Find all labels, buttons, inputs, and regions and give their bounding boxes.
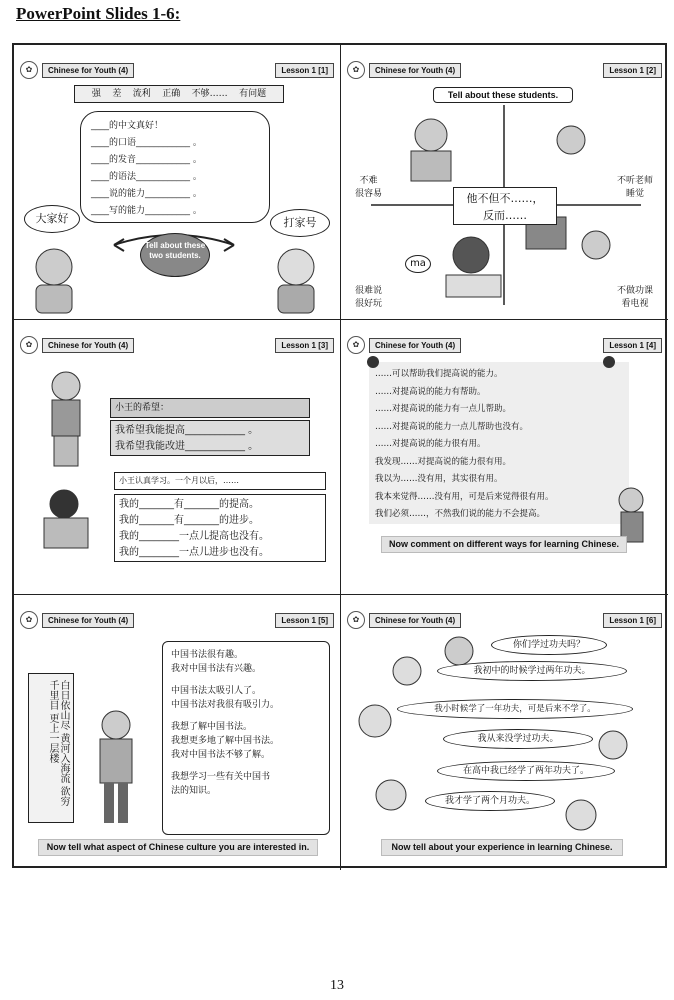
logo-icon: ✿ bbox=[347, 611, 365, 629]
note-line: ……对提高说的能力有帮助。 bbox=[375, 386, 486, 397]
scroll-line: 我对中国书法有兴趣。 bbox=[171, 664, 262, 674]
speech-bubble: 我从来没学过功夫。 bbox=[443, 729, 593, 749]
label-bottom-right: 不做功课 看电视 bbox=[617, 286, 654, 309]
course-label: Chinese for Youth (4) bbox=[42, 338, 134, 353]
scroll-line: 法的知识。 bbox=[171, 786, 217, 796]
hope-line: 我希望我能改进____________ 。 bbox=[115, 441, 259, 452]
speech-bubble: 我初中的时候学过两年功夫。 bbox=[437, 661, 627, 681]
page-number: 13 bbox=[330, 978, 344, 993]
note-line: ……对提高说的能力有一点儿帮助。 bbox=[375, 404, 512, 414]
scroll-text bbox=[162, 641, 330, 835]
lesson-label: Lesson 1 [1] bbox=[275, 63, 334, 78]
sentence-line: ____的口语____________ 。 bbox=[91, 138, 202, 148]
lesson-label: Lesson 1 [5] bbox=[275, 613, 334, 628]
month-title: 小王认真学习。一个月以后，…… bbox=[114, 472, 326, 490]
student-illustration bbox=[76, 705, 156, 835]
scroll-line: 中国书法太吸引人了。 bbox=[171, 686, 262, 696]
course-label: Chinese for Youth (4) bbox=[369, 63, 461, 78]
scroll-line: 中国书法对我很有吸引力。 bbox=[171, 700, 280, 710]
note-line: ……对提高说的能力很有用。 bbox=[375, 439, 486, 449]
speech-bubble: 我才学了两个月功夫。 bbox=[425, 791, 555, 811]
hope-title: 小王的希望： bbox=[110, 398, 310, 418]
slide-4 bbox=[341, 320, 668, 595]
course-label: Chinese for Youth (4) bbox=[369, 613, 461, 628]
scroll-line: 我想更多地了解中国书法。 bbox=[171, 736, 280, 746]
month-box bbox=[114, 494, 326, 562]
note-line: 我本来觉得……没有用，可是后来觉得很有用。 bbox=[375, 491, 554, 502]
scroll-line: 我对中国书法不够了解。 bbox=[171, 750, 271, 760]
pattern-line-1: 他不但不……， bbox=[466, 192, 544, 205]
left-speech-bubble: 大家好 bbox=[24, 205, 80, 233]
slide-3 bbox=[14, 320, 341, 595]
slide-1 bbox=[14, 45, 341, 320]
slide-6 bbox=[341, 595, 668, 870]
lesson-label: Lesson 1 [4] bbox=[603, 338, 662, 353]
center-pattern-box bbox=[453, 187, 557, 225]
course-label: Chinese for Youth (4) bbox=[369, 338, 461, 353]
slide-5 bbox=[14, 595, 341, 870]
bottom-prompt: Now tell about your experience in learning Chinese. bbox=[381, 839, 623, 856]
slide-2 bbox=[341, 45, 668, 320]
note-line: 我发现……对提高说的能力很有用。 bbox=[375, 456, 512, 467]
course-label: Chinese for Youth (4) bbox=[42, 613, 134, 628]
scroll-line bbox=[171, 712, 321, 720]
sentence-line: ____的发音____________ 。 bbox=[91, 155, 202, 165]
sentence-line: ____写的能力__________ 。 bbox=[91, 206, 202, 216]
scroll-line bbox=[171, 762, 321, 770]
center-prompt: Tell about these two students. bbox=[140, 233, 210, 277]
note-line: ……对提高说的能力一点儿帮助也没有。 bbox=[375, 421, 529, 432]
lesson-label: Lesson 1 [6] bbox=[603, 613, 662, 628]
page-title: PowerPoint Slides 1-6: bbox=[16, 4, 181, 23]
lesson-label: Lesson 1 [3] bbox=[275, 338, 334, 353]
label-top-left: 不难 很容易 bbox=[355, 176, 383, 199]
vocab-bar: 强 差 流利 正确 不够…… 有问题 bbox=[74, 85, 284, 103]
note-line: 我们必须……，不然我们说的能力不会提高。 bbox=[375, 509, 546, 519]
right-speech-bubble: 打家号 bbox=[270, 209, 330, 237]
hope-line: 我希望我能提高____________ 。 bbox=[115, 425, 259, 436]
sentence-line: ____说的能力__________ 。 bbox=[91, 189, 202, 199]
sentence-line: ____的中文真好！ bbox=[91, 121, 164, 131]
calligraphy-scroll: 白日依山尽 黄河入海流 欲穷千里目 更上一层楼 bbox=[28, 673, 74, 823]
scroll-line bbox=[171, 676, 321, 684]
logo-icon: ✿ bbox=[347, 336, 365, 354]
scroll-line: 中国书法很有趣。 bbox=[171, 650, 244, 660]
month-line: 我的________一点儿进步也没有。 bbox=[119, 547, 269, 558]
scroll-line: 我想学习一些有关中国书 bbox=[171, 772, 271, 782]
logo-icon: ✿ bbox=[20, 336, 38, 354]
bottom-prompt: Now tell what aspect of Chinese culture you are interested in. bbox=[38, 839, 318, 856]
pattern-line-2: 反而…… bbox=[483, 209, 527, 222]
scroll-line: 我想了解中国书法。 bbox=[171, 722, 253, 732]
speech-bubble: 你们学过功夫吗？ bbox=[491, 635, 607, 655]
course-label: Chinese for Youth (4) bbox=[42, 63, 134, 78]
label-top-right: 不听老师 睡觉 bbox=[617, 176, 654, 199]
hope-box bbox=[110, 420, 310, 456]
logo-icon: ✿ bbox=[20, 61, 38, 79]
sentence-box bbox=[80, 111, 270, 223]
label-bottom-left: 很难说 很好玩 bbox=[355, 286, 383, 309]
month-line: 我的_______有_______的进步。 bbox=[119, 515, 259, 526]
logo-icon: ✿ bbox=[20, 611, 38, 629]
note-line: 我以为……没有用，其实很有用。 bbox=[375, 474, 503, 484]
sentence-line: ____的语法____________ 。 bbox=[91, 172, 202, 182]
month-line: 我的________一点儿提高也没有。 bbox=[119, 531, 269, 542]
student-illustration bbox=[34, 364, 104, 574]
logo-icon: ✿ bbox=[347, 61, 365, 79]
month-line: 我的_______有_______的提高。 bbox=[119, 499, 259, 510]
title-bar: Tell about these students. bbox=[433, 87, 573, 103]
speech-bubble: 我小时候学了一年功夫，可是后来不学了。 bbox=[397, 699, 633, 719]
slides-grid bbox=[12, 43, 667, 868]
speech-bubble: 在高中我已经学了两年功夫了。 bbox=[437, 761, 615, 781]
bottom-prompt: Now comment on different ways for learning Chinese. bbox=[381, 536, 627, 553]
ma-speech-bubble: ma bbox=[405, 255, 431, 273]
note-line: ……可以帮助我们提高说的能力。 bbox=[375, 369, 503, 379]
lesson-label: Lesson 1 [2] bbox=[603, 63, 662, 78]
teacher-illustration bbox=[341, 350, 668, 550]
